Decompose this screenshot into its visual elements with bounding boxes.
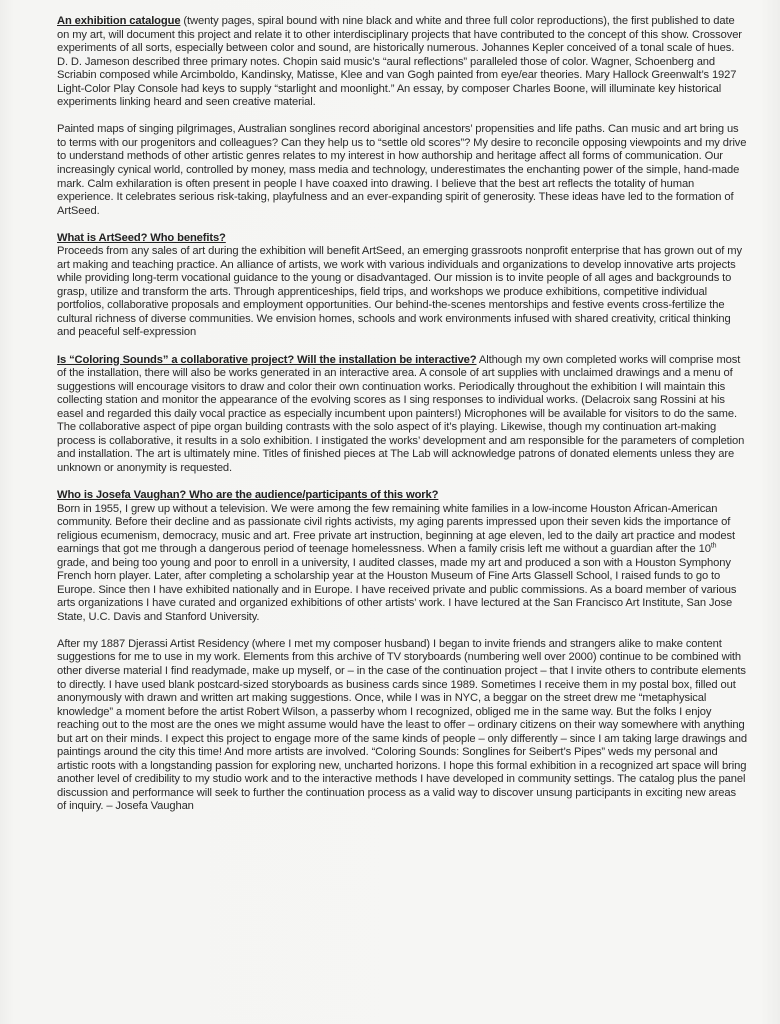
artseed-text: Proceeds from any sales of art during the exhibition will benefit ArtSeed, an emerging grassroots nonprofit enterprise that has grown out of my art making and teaching practice. An alliance of artists, we work with various individuals and organizations to develop innovative arts projects while providing long-term vocational guidance to the young or disadvantaged. Our mission is to invite people of all ages and backgrounds to grasp, utilize and transform the arts. Through apprenticeships, field trips, and workshops we produce exhibitions, competitive individual portfolios, collaborative proposals and employment opportunities. Our behind-the-scenes mentorships and festive events cross-fertilize the cultural richness of diverse communities. We envision homes, schools and work environments infused with shared creativity, critical thinking and peaceful self-expression [57, 245, 742, 339]
artseed-section [57, 232, 747, 340]
collaborative-heading: Is “Coloring Sounds” a collaborative project? Will the installation be interactive? [57, 353, 477, 366]
collaborative-text: Although my own completed works will comprise most of the installation, there will also be works generated in an interactive area. A console of art supplies with unclaimed drawings and a menu of suggestions will encourage visitors to draw and color their own continuation works. Periodically throughout the exhibition I will maintain this collecting station and monitor the appearance of the evolving scores as I sing responses to individual works. (Delacroix sang Rossini at his easel and regarded this daily vocal practice as especially incumbent upon painters!) Microphones will be available for visitors to do the same. The collaborative aspect of pipe organ building contrasts with the solo aspect of it’s playing. Likewise, though my continuation art-making process is collaborative, it results in a solo exhibition. I instigated the works’ development and am responsible for the parameters of completion and installation. The art is ultimately mine. Titles of finished pieces at The Lab will acknowledge patrons of donated elements unless they are unknown or anonymity is requested. [57, 353, 745, 474]
document-body [57, 15, 747, 828]
catalogue-text: (twenty pages, spiral bound with nine black and white and three full color reproductions), the first published to date on my art, will document this project and relate it to other interdisciplinary projects that have contributed to the concept of this show. Crossover experiments of all sorts, especially between color and sound, are historically numerous. Johannes Kepler conceived of a tonal scale of hues. D. D. Jameson described three primary notes. Chopin said music’s “aural reflections” paralleled those of color. Wagner, Schoenberg and Scriabin composed while Arcimboldo, Kandinsky, Matisse, Klee and van Gogh painted from eye/ear theories. Mary Hallock Greenwalt’s 1927 Light-Color Play Console had keys to supply “starlight and moonlight.” An essay, by composer Charles Boone, will illuminate key historical experiments linking heard and seen creative material. [57, 15, 742, 109]
songlines-paragraph: Painted maps of singing pilgrimages, Australian songlines record aboriginal ancestors’ propensities and life paths. Can music and art bring us to terms with our progenitors and colleagues? Can they help us to “settle old scores”? My desire to reconcile opposing viewpoints and my drive to understand methods of other artistic genres relates to my interest in how authorship and heritage affect all forms of communication. Our increasingly cynical world, controlled by money, mass media and technology, underestimates the enchanting power of the simple, hand-made mark. Calm exhilaration is often present in people I have coaxed into drawing. I believe that the best art reflects the totality of human experience. It celebrates serious risk-taking, playfulness and an ever-expanding spirit of generosity. These ideas have led to the formation of ArtSeed. [57, 123, 747, 217]
catalogue-paragraph [57, 15, 747, 110]
collaborative-section [57, 354, 747, 476]
catalogue-heading: An exhibition catalogue [57, 15, 181, 27]
closing-paragraph: After my 1887 Djerassi Artist Residency (where I met my composer husband) I began to invite friends and strangers alike to make content suggestions for me to use in my work. Elements from this archive of TV storyboards (numbering well over 2000) continue to be combined with other diverse material I find readymade, make up myself, or – in the case of the continuation project – that I invite others to contribute elements to directly. I have used blank postcard-sized storyboards as business cards since 1989. Sometimes I receive them in my postal box, filled out anonymously with drawn and written art making suggestions. Once, while I was in NYC, a beggar on the street drew me “metaphysical knowledge” a moment before the artist Robert Wilson, a passerby whom I recognized, obliged me in the same way. But the folks I enjoy reaching out to the most are the ones we might assume would have the least to offer – ordinary citizens on their way somewhere with anything but art on their minds. I expect this project to engage more of the same kinds of people – only differently – since I am taking large drawings and paintings around the city this time! And more artists are involved. “Coloring Sounds: Songlines for Seibert’s Pipes” weds my personal and artistic roots with a longstanding passion for exploring new, uncharted horizons. I hope this formal exhibition in a recognized art space will bring another level of credibility to my studio work and to the interactive methods I have developed in community settings. The catalog plus the panel discussion and performance will seek to further the continuation process as a valid way to discover unsung participants in exciting new areas of inquiry. – Josefa Vaughan [57, 637, 747, 813]
bio-heading: Who is Josefa Vaughan? Who are the audience/participants of this work? [57, 488, 439, 501]
artseed-heading: What is ArtSeed? Who benefits? [57, 231, 226, 244]
bio-text-part2: grade, and being too young and poor to enroll in a university, I audited classes, made my art and produced a son with a Houston Symphony French horn player. Later, after completing a scholarship year at the Houston Museum of Fine Arts Glassell School, I raised funds to go to Europe. Since then I have exhibited nationally and in Europe. I have received private and public commissions. As a board member of various arts organizations I have curated and organized exhibitions of other artists’ work. I have lectured at the San Francisco Art Institute, San Jose State, U.C. Davis and Stanford University. [57, 556, 737, 623]
bio-superscript: th [710, 542, 717, 550]
bio-section [57, 489, 747, 624]
bio-text-part1: Born in 1955, I grew up without a television. We were among the few remaining white families in a low-income Houston African-American community. Before their decline and as passionate civil rights activists, my aging parents impressed upon their seven kids the importance of religious ecumenism, democracy, music and art. Free private art instruction, beginning at age eleven, led to the daily art practice and modest earnings that got me through a dangerous period of teenage homelessness. When a family crisis left me without a guardian after the 10 [57, 502, 735, 556]
